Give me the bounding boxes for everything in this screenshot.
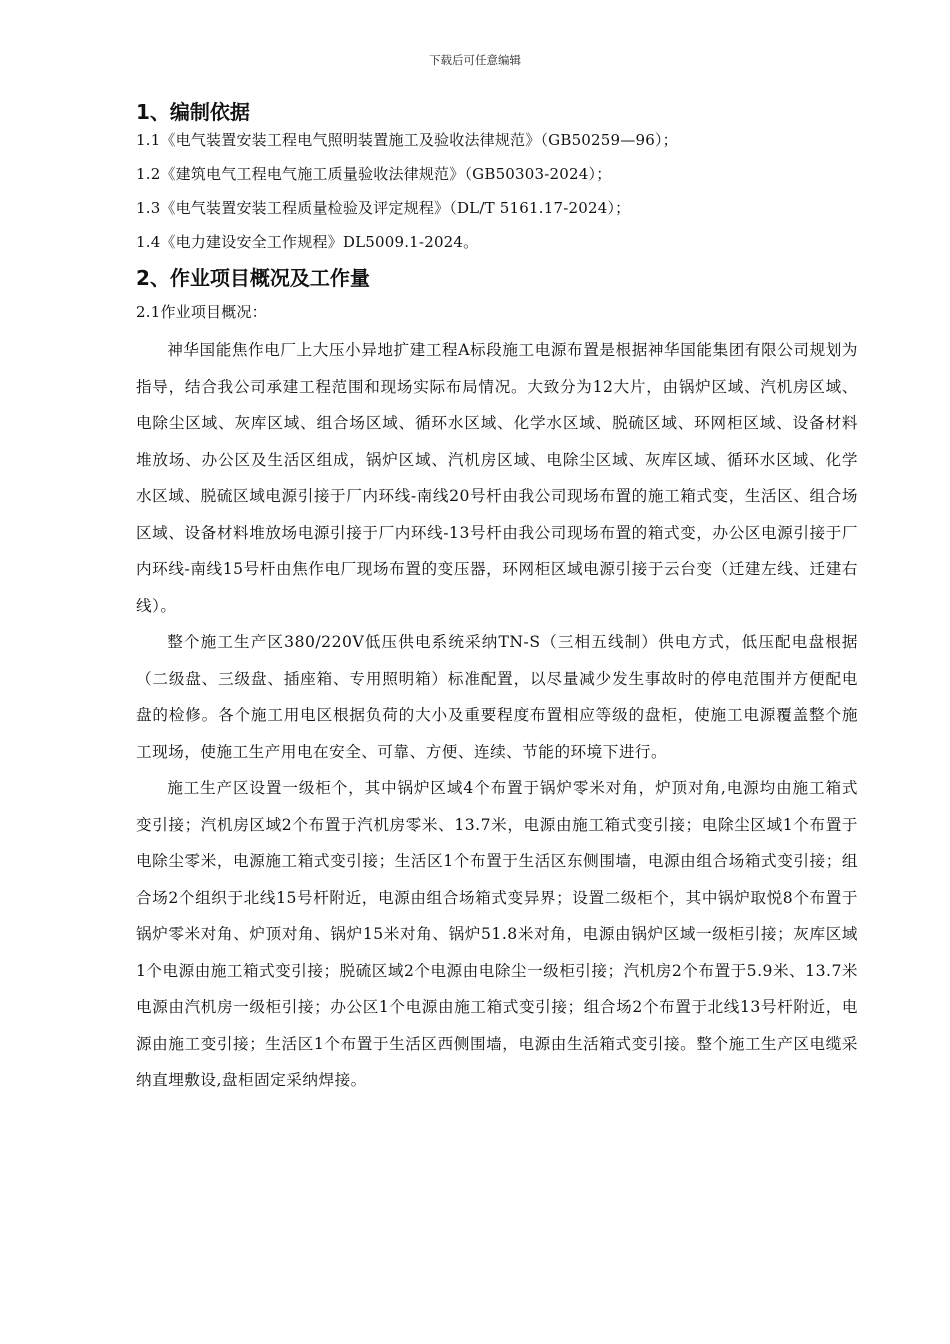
header-note: 下载后可任意编辑 (429, 53, 521, 67)
body-paragraph: 施工生产区设置一级柜个，其中锅炉区域4个布置于锅炉零米对角，炉顶对角,电源均由施工箱式变引接；汽机房区域2个布置于汽机房零米、13.7米，电源由施工箱式变引接；电除尘区域1个布置于电除尘零米，电源施工箱式变引接；生活区1个布置于生活区东侧围墙，电源由组合场箱式变引接；组合场2个组织于北线15号杆附近，电源由组合场箱式变异界；设置二级柜个，其中锅炉取悦8个布置于锅炉零米对角、炉顶对角、锅炉15米对角、锅炉51.8米对角，电源由锅炉区域一级柜引接；灰库区域1个电源由施工箱式变引接；脱硫区域2个电源由电除尘一级柜引接；汽机房2个布置于5.9米、13.7米电源由汽机房一级柜引接；办公区1个电源由施工箱式变引接；组合场2个布置于北线13号杆附近，电源由施工变引接；生活区1个布置于生活区西侧围墙，电源由生活箱式变引接。整个施工生产区电缆采纳直埋敷设,盘柜固定采纳焊接。 (136, 779, 858, 1089)
reference-item: 1.4《电力建设安全工作规程》DL5009.1-2024。 (136, 233, 479, 251)
reference-item: 1.3《电气装置安装工程质量检验及评定规程》（DL/T 5161.17-2024）； (136, 199, 631, 217)
document-body (136, 98, 858, 1099)
reference-item: 1.1《电气装置安装工程电气照明装置施工及验收法律规范》（GB50259—96）； (136, 131, 678, 149)
body-paragraph: 整个施工生产区380/220V低压供电系统采纳TN-S（三相五线制）供电方式，低压配电盘根据（二级盘、三级盘、插座箱、专用照明箱）标准配置，以尽量减少发生事故时的停电范围并方便配电盘的检修。各个施工用电区根据负荷的大小及重要程度布置相应等级的盘柜，使施工电源覆盖整个施工现场，使施工生产用电在安全、可靠、方便、连续、节能的环境下进行。 (136, 633, 858, 761)
body-paragraph: 神华国能焦作电厂上大压小异地扩建工程A标段施工电源布置是根据神华国能集团有限公司规划为指导，结合我公司承建工程范围和现场实际布局情况。大致分为12大片，由锅炉区域、汽机房区域、电除尘区域、灰库区域、组合场区域、循环水区域、化学水区域、脱硫区域、环网柜区域、设备材料堆放场、办公区及生活区组成，锅炉区域、汽机房区域、电除尘区域、灰库区域、循环水区域、化学水区域、脱硫区域电源引接于厂内环线-南线20号杆由我公司现场布置的施工箱式变，生活区、组合场区域、设备材料堆放场电源引接于厂内环线-13号杆由我公司现场布置的箱式变，办公区电源引接于厂内环线-南线15号杆由焦作电厂现场布置的变压器，环网柜区域电源引接于云台变（迁建左线、迁建右线）。 (136, 341, 858, 615)
section-2-title: 2、作业项目概况及工作量 (136, 266, 370, 290)
section-2-subtitle: 2.1作业项目概况： (136, 303, 267, 321)
reference-item: 1.2《建筑电气工程电气施工质量验收法律规范》（GB50303-2024）； (136, 165, 612, 183)
section-1-title: 1、编制依据 (136, 100, 250, 124)
